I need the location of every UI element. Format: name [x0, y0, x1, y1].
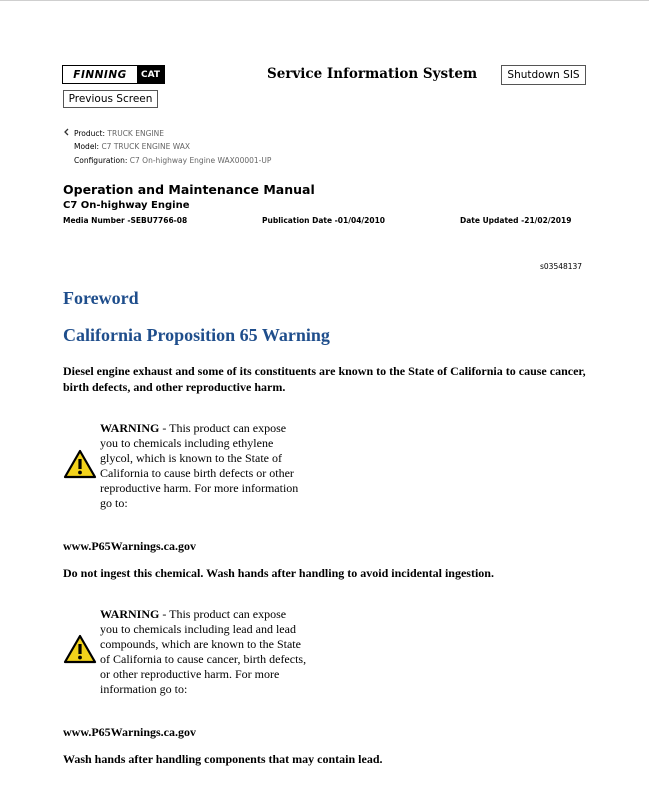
- breadcrumb-configuration: [74, 156, 271, 165]
- warning-block-1: [100, 421, 325, 511]
- product-label: Product:: [74, 129, 106, 138]
- manual-subtitle: C7 On-highway Engine: [63, 200, 190, 211]
- warning-line: [100, 421, 325, 436]
- logo-brand: FINNING: [73, 68, 127, 81]
- warning-label: WARNING: [100, 421, 160, 435]
- warning-line-2: you to chemicals including lead and lead: [100, 622, 296, 636]
- top-divider: [0, 0, 649, 1]
- breadcrumb-product: [63, 128, 164, 138]
- breadcrumb-model: [74, 142, 190, 151]
- warning-line-1: - This product can expose: [159, 607, 287, 621]
- model-label: Model:: [74, 142, 100, 151]
- previous-screen-button[interactable]: Previous Screen: [63, 90, 158, 108]
- date-updated: Date Updated -21/02/2019: [460, 216, 572, 225]
- shutdown-sis-button[interactable]: Shutdown SIS: [501, 65, 586, 85]
- warning-line-3: glycol, which is known to the State of: [100, 451, 282, 465]
- instruction-2: Wash hands after handling components that may contain lead.: [63, 752, 383, 766]
- foreword-heading: Foreword: [63, 288, 139, 308]
- warning-line-6: go to:: [100, 496, 128, 510]
- document-id: s03548137: [540, 262, 583, 271]
- manual-title: Operation and Maintenance Manual: [63, 182, 315, 197]
- warning-line-6: information go to:: [100, 682, 188, 696]
- model-value: C7 TRUCK ENGINE WAX: [101, 142, 191, 151]
- warning-line-1: - This product can expose: [159, 421, 287, 435]
- p65-url-2: www.P65Warnings.ca.gov: [63, 725, 197, 739]
- warning-label: WARNING: [100, 607, 160, 621]
- chevron-left-icon[interactable]: [63, 128, 74, 138]
- instruction-1: Do not ingest this chemical. Wash hands after handling to avoid incidental ingestion.: [63, 566, 494, 580]
- warning-triangle-icon: [63, 449, 97, 479]
- finning-cat-logo: [62, 65, 165, 84]
- warning-triangle-icon: [63, 634, 97, 664]
- warning-line-5: reproductive harm. For more information: [100, 481, 299, 495]
- p65-url-1: www.P65Warnings.ca.gov: [63, 539, 197, 553]
- config-value: C7 On-highway Engine WAX00001-UP: [129, 156, 272, 165]
- media-number: Media Number -SEBU7766-08: [63, 216, 188, 225]
- warning-line-5: or other reproductive harm. For more: [100, 667, 280, 681]
- product-value: TRUCK ENGINE: [107, 129, 164, 138]
- warning-line-4: California to cause birth defects or other: [100, 466, 294, 480]
- section-heading: California Proposition 65 Warning: [63, 325, 330, 345]
- warning-line-3: compounds, which are known to the State: [100, 637, 301, 651]
- warning-block-2: [100, 607, 325, 697]
- warning-line-4: of California to cause cancer, birth defects,: [100, 652, 307, 666]
- warning-line-2: you to chemicals including ethylene: [100, 436, 274, 450]
- system-title: Service Information System: [267, 66, 478, 82]
- warning-line: [100, 607, 325, 622]
- publication-date: Publication Date -01/04/2010: [262, 216, 386, 225]
- intro-paragraph: Diesel engine exhaust and some of its constituents are known to the State of California to cause cancer, birth defects, and other reproductive harm.: [63, 364, 586, 394]
- config-label: Configuration:: [74, 156, 128, 165]
- logo-badge: CAT: [137, 66, 164, 83]
